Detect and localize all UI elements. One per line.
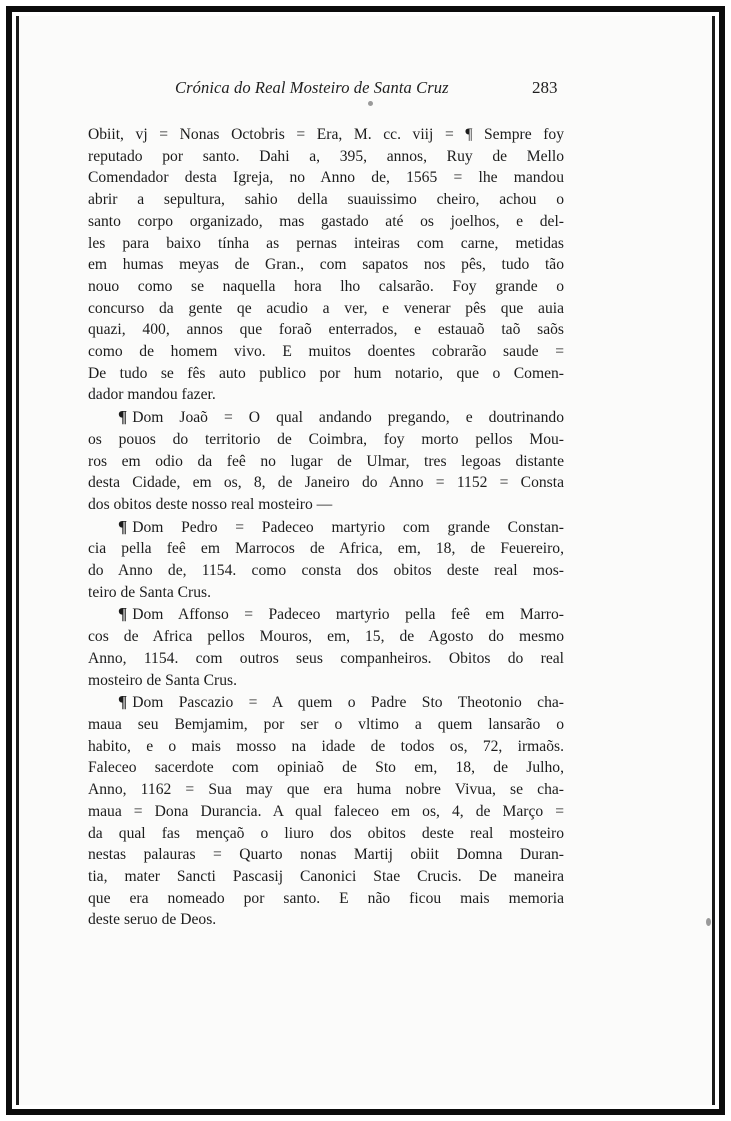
text-line (88, 691, 564, 714)
line-text: Dom Pedro = Padeceo martyrio com grande Constan- (132, 518, 564, 536)
line-text: cia pella feê em Marrocos de Africa, em, 18, de Feuereiro, (88, 540, 564, 558)
paragraph (88, 691, 564, 931)
line-text: les para baixo tínha as pernas inteiras com carne, metidas (88, 234, 564, 252)
line-text: habito, e o mais mosso na idade de todos os, 72, irmaõs. (88, 737, 564, 755)
text-line (88, 648, 564, 670)
text-line (88, 363, 564, 385)
text-line (88, 472, 564, 494)
line-text: teiro de Santa Crus. (88, 583, 211, 601)
text-line (88, 211, 564, 233)
text-line (88, 866, 564, 888)
line-text: abrir a sepultura, sahio della suauissimo cheiro, achou o (88, 191, 564, 209)
line-text: Obiit, vj = Nonas Octobris = Era, M. cc. viij = ¶ Sempre foy (88, 126, 564, 143)
paragraph (88, 603, 564, 691)
text-line (88, 189, 564, 211)
line-text: Dom Affonso = Padeceo martyrio pella feê em Marro- (132, 606, 564, 624)
line-text: como de homem vivo. E muitos doentes cobrarão saude = (88, 343, 564, 361)
line-text: De tudo se fês auto publico por hum notario, que o Comen- (88, 364, 564, 382)
line-text: os pouos do territorio de Coimbra, foy morto pellos Mou- (88, 430, 564, 448)
line-text: da qual fas mençaõ o liuro dos obitos deste real mosteiro (88, 824, 564, 842)
line-text: reputado por santo. Dahi a, 395, annos, Ruy de Mello (88, 147, 564, 165)
text-line (88, 757, 564, 779)
page-number: 283 (532, 78, 558, 97)
line-text: cos de Africa pellos Mouros, em, 15, de Agosto do mesmo (88, 628, 564, 646)
line-text: que era nomeado por santo. E não ficou mais memoria (88, 889, 564, 907)
text-line (88, 124, 564, 146)
pilcrow-mark: ¶ (118, 604, 128, 624)
text-line (88, 670, 564, 692)
line-text: deste seruo de Deos. (88, 911, 217, 929)
line-text: mosteiro de Santa Crus. (88, 671, 237, 689)
line-text: tia, mater Sancti Pascasij Canonici Stae Crucis. De maneira (88, 867, 564, 885)
line-text: nestas palauras = Quarto nonas Martij obiit Domna Duran- (88, 846, 564, 864)
text-line (88, 779, 564, 801)
text-line (88, 603, 564, 626)
text-line (88, 516, 564, 539)
pilcrow-mark: ¶ (118, 516, 128, 536)
text-line (88, 888, 564, 910)
line-text: maua = Dona Durancia. A qual faleceo em os, 4, de Março = (88, 802, 564, 820)
page-header (0, 78, 731, 102)
paragraph (88, 124, 564, 406)
text-line (88, 276, 564, 298)
text-line (88, 146, 564, 168)
text-line (88, 823, 564, 845)
text-line (88, 429, 564, 451)
line-text: Comendador desta Igreja, no Anno de, 1565 = lhe mandou (88, 169, 564, 187)
pilcrow-mark: ¶ (118, 692, 128, 712)
running-title: Crónica do Real Mosteiro de Santa Cruz (175, 78, 449, 97)
text-line (88, 494, 564, 516)
line-text: quazi, 400, annos que foraõ enterrados, e estauaõ taõ saõs (88, 321, 564, 339)
line-text: Dom Joaõ = O qual andando pregando, e doutrinando (132, 409, 564, 427)
ink-speck (368, 101, 373, 106)
line-text: concurso da gente qe acudio a ver, e venerar pês que auia (88, 299, 564, 317)
text-line (88, 254, 564, 276)
line-text: nouo como se naquella hora lho calsarão. Foy grande o (88, 277, 564, 295)
body-text (88, 124, 564, 931)
line-text: em humas meyas de Gran., com sapatos nos pês, tudo tão (88, 256, 564, 274)
text-line (88, 736, 564, 758)
pilcrow-mark: ¶ (118, 407, 128, 427)
line-text: dos obitos deste nosso real mosteiro — (88, 495, 333, 513)
line-text: maua seu Bemjamim, por ser o vltimo a quem lansarão o (88, 715, 564, 733)
line-text: desta Cidade, em os, 8, de Janeiro do Anno = 1152 = Consta (88, 474, 564, 492)
text-line (88, 538, 564, 560)
line-text: ros em odio da feê no lugar de Ulmar, tres legoas distante (88, 452, 564, 470)
line-text: Faleceo sacerdote com opiniaõ de Sto em, 18, de Julho, (88, 759, 564, 777)
text-line (88, 801, 564, 823)
paragraph (88, 516, 564, 604)
line-text: dador mandou fazer. (88, 386, 216, 404)
ink-speck (706, 918, 711, 926)
paragraph (88, 406, 564, 516)
text-line (88, 319, 564, 341)
text-line (88, 451, 564, 473)
text-line (88, 626, 564, 648)
line-text: Anno, 1154. com outros seus companheiros. Obitos do real (88, 649, 564, 667)
line-text: Anno, 1162 = Sua may que era huma nobre Vivua, se cha- (88, 781, 564, 799)
line-text: Dom Pascazio = A quem o Padre Sto Theotonio cha- (132, 694, 564, 712)
text-line (88, 909, 564, 931)
text-line (88, 298, 564, 320)
line-text: do Anno de, 1154. como consta dos obitos deste real mos- (88, 562, 564, 580)
text-line (88, 582, 564, 604)
text-line (88, 167, 564, 189)
text-line (88, 233, 564, 255)
text-line (88, 406, 564, 429)
text-line (88, 560, 564, 582)
text-line (88, 341, 564, 363)
text-line (88, 384, 564, 406)
line-text: santo corpo organizado, mas gastado até os joelhos, e del- (88, 212, 564, 230)
text-line (88, 844, 564, 866)
text-line (88, 714, 564, 736)
